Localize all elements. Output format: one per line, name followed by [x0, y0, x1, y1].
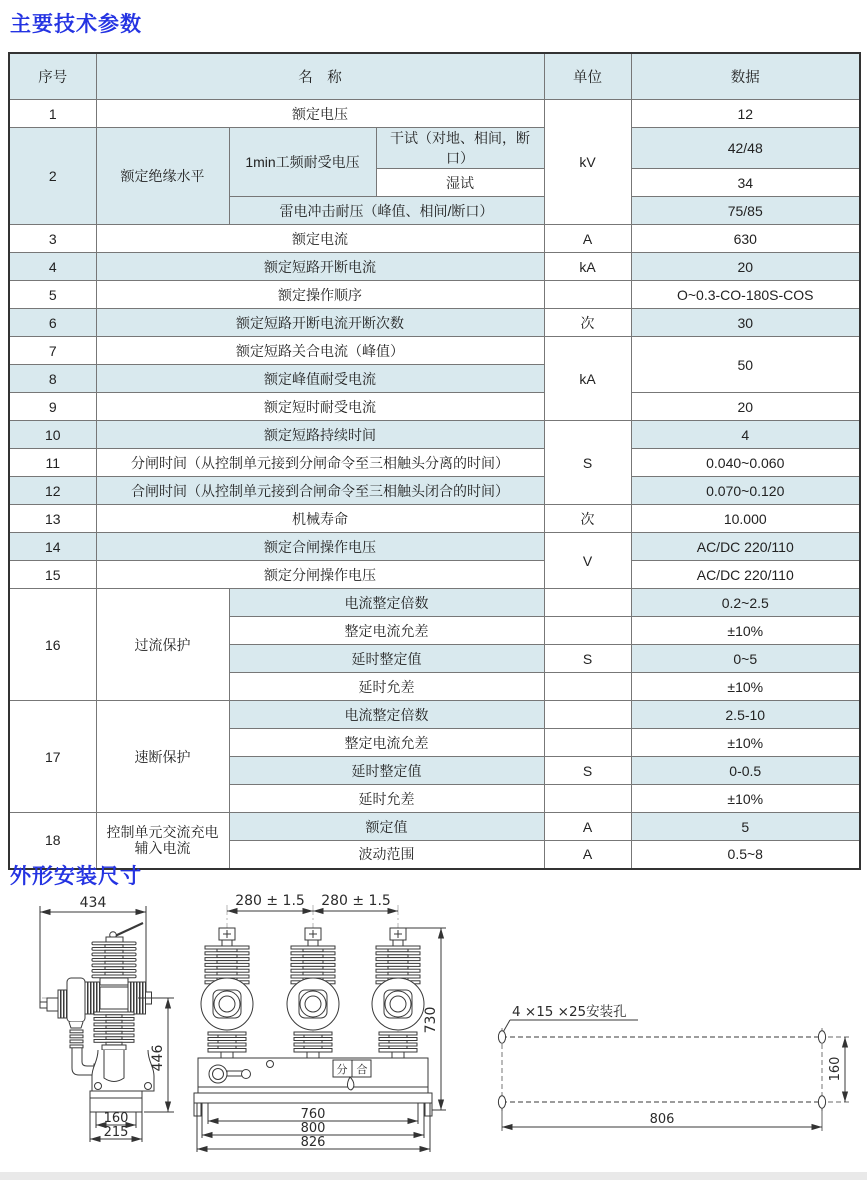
cell-no: 6 [9, 309, 96, 337]
cell-no: 13 [9, 505, 96, 533]
cell-unit [544, 281, 631, 309]
cell-data: 20 [631, 393, 860, 421]
cell-no: 14 [9, 533, 96, 561]
cell-name: 额定短路开断电流开断次数 [96, 309, 544, 337]
cell-data: ±10% [631, 673, 860, 701]
cell-name: 额定短路关合电流（峰值） [96, 337, 544, 365]
cell-name: 额定短时耐受电流 [96, 393, 544, 421]
cell-no: 1 [9, 100, 96, 128]
cell-data: O~0.3-CO-180S-COS [631, 281, 860, 309]
cell-data: ±10% [631, 785, 860, 813]
cell-no: 4 [9, 253, 96, 281]
cell-subname: 延时整定值 [229, 757, 544, 785]
switch-open-label: 分 [336, 1063, 348, 1076]
section-title-parameters: 主要技术参数 [10, 13, 142, 36]
cell-data: 0.2~2.5 [631, 589, 860, 617]
cell-no: 5 [9, 281, 96, 309]
cell-name: 额定电压 [96, 100, 544, 128]
dim-side-height: 446 [150, 1044, 166, 1072]
cell-data: ±10% [631, 617, 860, 645]
cell-unit: kV [544, 100, 631, 225]
cell-data: 10.000 [631, 505, 860, 533]
mounting-holes-drawing [460, 1002, 865, 1152]
table-row [9, 449, 860, 477]
cell-unit: 次 [544, 505, 631, 533]
cell-data: 12 [631, 100, 860, 128]
header-data: 数据 [631, 53, 860, 100]
cell-data: 0~5 [631, 645, 860, 673]
dim-front-w2: 800 [300, 1121, 326, 1136]
cell-no: 7 [9, 337, 96, 365]
table-row [9, 533, 860, 561]
cell-name: 额定操作顺序 [96, 281, 544, 309]
cell-subname: 湿试 [376, 169, 544, 197]
table-row [9, 561, 860, 589]
cell-name: 过流保护 [96, 589, 229, 701]
table-row [9, 505, 860, 533]
cell-name: 额定峰值耐受电流 [96, 365, 544, 393]
cell-subname: 电流整定倍数 [229, 701, 544, 729]
cell-subname: 延时整定值 [229, 645, 544, 673]
section-title-dimensions: 外形安装尺寸 [10, 865, 142, 888]
cell-unit [544, 673, 631, 701]
cell-data: 630 [631, 225, 860, 253]
cell-subname: 电流整定倍数 [229, 589, 544, 617]
cell-subname: 延时允差 [229, 673, 544, 701]
cell-subname: 延时允差 [229, 785, 544, 813]
dim-phase-spacing-1: 280 ± 1.5 [235, 893, 305, 909]
cell-data: AC/DC 220/110 [631, 533, 860, 561]
cell-data: 0.070~0.120 [631, 477, 860, 505]
cell-name: 速断保护 [96, 701, 229, 813]
table-row [9, 393, 860, 421]
cell-name-line1: 控制单元交流充电 [106, 824, 219, 841]
table-row [9, 281, 860, 309]
table-row [9, 100, 860, 128]
cell-no: 2 [9, 128, 96, 225]
header-no: 序号 [9, 53, 96, 100]
cell-name: 额定分闸操作电压 [96, 561, 544, 589]
page-bottom-divider [0, 1172, 867, 1180]
dim-phase-spacing-2: 280 ± 1.5 [321, 893, 391, 909]
table-row [9, 337, 860, 365]
table-row [9, 813, 860, 841]
cell-data: 0-0.5 [631, 757, 860, 785]
header-name: 名 称 [96, 53, 544, 100]
cell-no: 9 [9, 393, 96, 421]
cell-unit: V [544, 533, 631, 589]
cell-unit [544, 785, 631, 813]
cell-subname: 整定电流允差 [229, 617, 544, 645]
front-view-drawing [190, 892, 470, 1180]
cell-unit: A [544, 813, 631, 841]
cell-name: 机械寿命 [96, 505, 544, 533]
dim-base-outer: 215 [103, 1125, 129, 1140]
cell-data: 0.040~0.060 [631, 449, 860, 477]
cell-data: 75/85 [631, 197, 860, 225]
cell-subname: 整定电流允差 [229, 729, 544, 757]
cell-no: 12 [9, 477, 96, 505]
cell-unit [544, 617, 631, 645]
cell-name: 合闸时间（从控制单元接到合闸命令至三相触头闭合的时间） [96, 477, 544, 505]
table-row [9, 477, 860, 505]
cell-unit: S [544, 645, 631, 673]
cell-data: 0.5~8 [631, 841, 860, 869]
dim-holes-width: 806 [649, 1112, 675, 1127]
cell-unit: A [544, 841, 631, 869]
cell-subname: 波动范围 [229, 841, 544, 869]
cell-data: 20 [631, 253, 860, 281]
cell-unit [544, 589, 631, 617]
dim-base-inner: 160 [103, 1111, 129, 1126]
parameters-table [8, 52, 861, 870]
table-row [9, 589, 860, 617]
cell-no: 3 [9, 225, 96, 253]
switch-close-label: 合 [356, 1063, 368, 1076]
cell-unit: S [544, 421, 631, 505]
dim-front-height: 730 [423, 1006, 439, 1034]
dim-front-w3: 826 [300, 1135, 326, 1150]
cell-data: 4 [631, 421, 860, 449]
table-row [9, 253, 860, 281]
mounting-hole-label: 4 ×15 ×25安装孔 [512, 1004, 627, 1020]
dim-holes-height: 160 [828, 1056, 843, 1082]
cell-no: 15 [9, 561, 96, 589]
cell-name: 额定短路开断电流 [96, 253, 544, 281]
cell-unit: kA [544, 337, 631, 421]
cell-unit: kA [544, 253, 631, 281]
cell-no: 8 [9, 365, 96, 393]
cell-name: 额定绝缘水平 [96, 128, 229, 225]
cell-no: 18 [9, 813, 96, 869]
cell-subname: 雷电冲击耐压（峰值、相间/断口） [229, 197, 544, 225]
cell-data: 2.5-10 [631, 701, 860, 729]
cell-subname: 干试（对地、相间，断口） [376, 128, 544, 169]
cell-unit [544, 701, 631, 729]
dim-side-width: 434 [79, 895, 107, 911]
cell-data: AC/DC 220/110 [631, 561, 860, 589]
dim-front-w1: 760 [300, 1107, 326, 1122]
cell-unit: A [544, 225, 631, 253]
table-header-row [9, 53, 860, 100]
table-row [9, 701, 860, 729]
table-row [9, 421, 860, 449]
cell-no: 17 [9, 701, 96, 813]
cell-data: 50 [631, 337, 860, 393]
header-unit: 单位 [544, 53, 631, 100]
cell-unit [544, 729, 631, 757]
cell-no: 16 [9, 589, 96, 701]
cell-subname: 额定值 [229, 813, 544, 841]
cell-name: 额定合闸操作电压 [96, 533, 544, 561]
cell-data: 30 [631, 309, 860, 337]
cell-name: 额定短路持续时间 [96, 421, 544, 449]
cell-no: 10 [9, 421, 96, 449]
cell-subname: 1min工频耐受电压 [229, 128, 376, 197]
table-row [9, 128, 860, 169]
cell-name: 分闸时间（从控制单元接到分闸命令至三相触头分离的时间） [96, 449, 544, 477]
cell-data: 34 [631, 169, 860, 197]
cell-unit: S [544, 757, 631, 785]
table-row [9, 225, 860, 253]
table-row [9, 309, 860, 337]
cell-no: 11 [9, 449, 96, 477]
cell-data: 5 [631, 813, 860, 841]
cell-unit: 次 [544, 309, 631, 337]
cell-name-line2: 辅入电流 [134, 840, 191, 857]
cell-data: 42/48 [631, 128, 860, 169]
cell-data: ±10% [631, 729, 860, 757]
cell-name: 额定电流 [96, 225, 544, 253]
